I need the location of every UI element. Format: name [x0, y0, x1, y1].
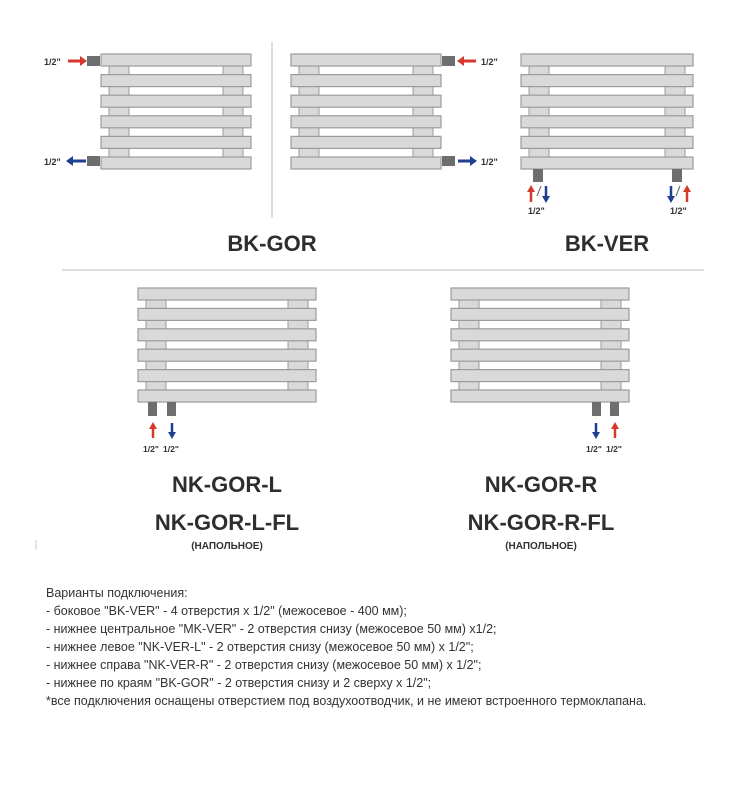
radiator-bar — [451, 308, 629, 320]
radiator-bar — [101, 116, 251, 128]
radiator-bar — [101, 157, 251, 169]
port-label: 1/2" — [481, 57, 498, 67]
port-label: 1/2" — [586, 444, 602, 454]
radiator-bar — [521, 157, 693, 169]
radiator-bar — [451, 288, 629, 300]
radiator-bar — [291, 95, 441, 107]
radiator-bar — [451, 329, 629, 341]
notes-item: - нижнее по краям "BK-GOR" - 2 отверстия снизу и 2 сверху х 1/2"; — [46, 676, 432, 690]
model-label-nk-gor-r-fl: NK-GOR-R-FL — [467, 510, 615, 535]
radiator-bar — [138, 349, 316, 361]
radiator-bar — [138, 390, 316, 402]
radiator-nk-gor-r — [451, 288, 629, 402]
model-label-nk-gor-r: NK-GOR-R — [484, 472, 598, 497]
radiator-bar — [101, 54, 251, 66]
radiator-bar — [138, 329, 316, 341]
port-label: 1/2" — [606, 444, 622, 454]
bk-gor-right-bottom-connection — [442, 156, 498, 167]
nk-gor-l-connection — [143, 402, 179, 454]
radiator-bar — [521, 95, 693, 107]
radiator-bar — [521, 136, 693, 148]
model-label-bk-ver: BK-VER — [564, 231, 650, 256]
port-label: 1/2" — [44, 57, 61, 67]
port-label: 1/2" — [143, 444, 159, 454]
radiator-bar — [451, 390, 629, 402]
model-label-nk-gor-l-fl: NK-GOR-L-FL — [154, 510, 300, 535]
connection-notes — [46, 584, 746, 710]
port-label: 1/2" — [670, 206, 687, 216]
radiator-bar — [521, 116, 693, 128]
radiator-bar — [291, 157, 441, 169]
floor-note-left: (НАПОЛЬНОЕ) — [191, 541, 263, 552]
bk-gor-left-bottom-connection — [44, 156, 100, 167]
radiator-bar — [101, 75, 251, 87]
radiator-bk-gor-left — [101, 54, 251, 169]
port-label: 1/2" — [481, 157, 498, 167]
notes-item: - боковое "BK-VER" - 4 отверстия х 1/2" (межосевое - 400 мм); — [46, 604, 407, 618]
radiator-bar — [291, 75, 441, 87]
notes-item: - нижнее центральное "MK-VER" - 2 отверстия снизу (межосевое 50 мм) х1/2; — [46, 622, 497, 636]
model-label-nk-gor-l: NK-GOR-L — [172, 472, 282, 497]
radiator-bar — [138, 370, 316, 382]
port-label: 1/2" — [528, 206, 545, 216]
radiator-bar — [451, 370, 629, 382]
floor-note-right: (НАПОЛЬНОЕ) — [505, 541, 577, 552]
radiator-bar — [291, 116, 441, 128]
radiator-bar — [138, 308, 316, 320]
radiator-bar — [451, 349, 629, 361]
radiator-bar — [291, 136, 441, 148]
bk-ver-right-connection — [667, 169, 691, 216]
radiator-bar — [291, 54, 441, 66]
radiator-bar — [521, 54, 693, 66]
port-label: 1/2" — [163, 444, 179, 454]
radiator-bk-gor-right — [291, 54, 441, 169]
radiator-bk-ver — [521, 54, 693, 169]
bk-gor-right-top-connection — [442, 56, 498, 67]
radiator-bar — [101, 95, 251, 107]
notes-footnote: *все подключения оснащены отверстием под воздухоотводчик, и не имеют встроенного термоклапана. — [46, 694, 647, 708]
nk-gor-r-connection — [586, 402, 622, 454]
radiator-nk-gor-l — [138, 288, 316, 402]
radiator-bar — [101, 136, 251, 148]
bk-gor-left-top-connection — [44, 56, 100, 67]
radiator-bar — [138, 288, 316, 300]
bk-ver-left-connection — [527, 169, 550, 216]
notes-item: - нижнее левое "NK-VER-L" - 2 отверстия снизу (межосевое 50 мм) х 1/2"; — [46, 640, 474, 654]
notes-title: Варианты подключения: — [46, 586, 188, 600]
port-label: 1/2" — [44, 157, 61, 167]
radiator-bar — [521, 75, 693, 87]
notes-item: - нижнее справа "NK-VER-R" - 2 отверстия снизу (межосевое 50 мм) х 1/2"; — [46, 658, 482, 672]
model-label-bk-gor: BK-GOR — [227, 231, 317, 256]
